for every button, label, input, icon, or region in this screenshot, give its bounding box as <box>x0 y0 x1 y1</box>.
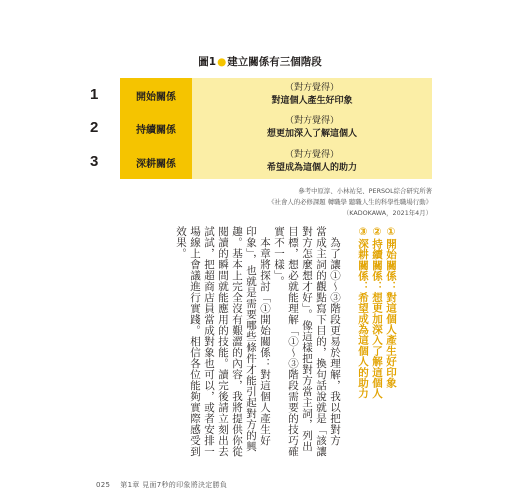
stage-summary-line: ③深耕關係：希望成為這個人的助力 <box>357 226 369 399</box>
body-line: 對方怎麼想才好」。像這樣把對方當主詞，列出 <box>301 226 313 452</box>
stage-number: 2 <box>90 119 99 136</box>
stage-desc-line1: （對方覺得） <box>284 83 339 93</box>
body-line: 實不一樣」。 <box>273 226 285 287</box>
stage-desc-line1: （對方覺得） <box>284 116 339 126</box>
stage-row-1 <box>90 78 432 112</box>
figure-caption: 建立關係有三個階段 <box>227 56 322 68</box>
stage-name: 持續關係 <box>120 111 192 145</box>
body-line: 本章將探討「①開始關係：對這個人產生好 <box>259 236 271 446</box>
stage-desc-line2: 希望成為這個人的助力 <box>266 163 357 173</box>
stage-desc-line2: 對這個人產生好印象 <box>271 96 353 106</box>
body-line: 為了讓①～③階段更易於理解，我以把對方 <box>329 236 341 446</box>
body-line: 試試，把超商店員當成對象也可以，或者安排一 <box>203 226 215 457</box>
stage-description <box>192 145 432 179</box>
body-line: 閱讀的瞬間就能應用的技能。讀完後請立刻出去 <box>217 226 229 457</box>
source-line: 參考中原淳、小林祐兒、PERSOL綜合研究所著 <box>298 187 432 195</box>
source-line: 《社會人的必修課題 轉職學 聽職人生的科學性職場行動》 <box>268 198 432 206</box>
stage-description <box>192 111 432 145</box>
figure-bullet: ● <box>217 56 227 68</box>
body-line: 效果。 <box>175 226 187 259</box>
page-footer <box>96 480 227 490</box>
stage-row-3 <box>90 145 432 179</box>
figure-source <box>268 186 432 219</box>
body-text <box>174 226 398 468</box>
figure-number: 圖1 <box>198 56 217 68</box>
stage-description <box>192 78 432 112</box>
figure-title <box>0 54 520 69</box>
body-line: 印象」，也就是需要哪些條件才能引起對方的興 <box>245 226 257 452</box>
stage-number: 3 <box>90 153 99 170</box>
stage-summary-line: ①開始關係：對這個人產生好印象 <box>385 226 397 388</box>
stage-row-2 <box>90 111 432 145</box>
stage-desc-line2: 想更加深入了解這個人 <box>266 129 357 139</box>
stage-name: 深耕關係 <box>120 145 192 179</box>
source-line: （KADOKAWA，2021年4月） <box>342 209 432 217</box>
chapter-title: 第1章 見面7秒的印象將決定勝負 <box>120 481 228 489</box>
stage-desc-line1: （對方覺得） <box>284 150 339 160</box>
column-gap <box>342 226 356 468</box>
stage-summary-line: ②持續關係：想更加深入了解這個人 <box>371 226 383 399</box>
body-line: 當成主詞的觀點寫下目的，換句話說就是「該讓 <box>315 226 327 457</box>
stage-number: 1 <box>90 86 99 103</box>
page-number: 025 <box>96 481 111 489</box>
body-line: 趣。基本上完全沒有艱澀的內容，我將提供你從 <box>231 226 243 457</box>
body-line: 目標，想必就能理解「①～③階段需要的技巧確 <box>287 226 299 457</box>
stage-name: 開始關係 <box>120 78 192 112</box>
body-line: 場線上會議進行實踐。相信各位能夠實際感受到 <box>189 226 201 457</box>
